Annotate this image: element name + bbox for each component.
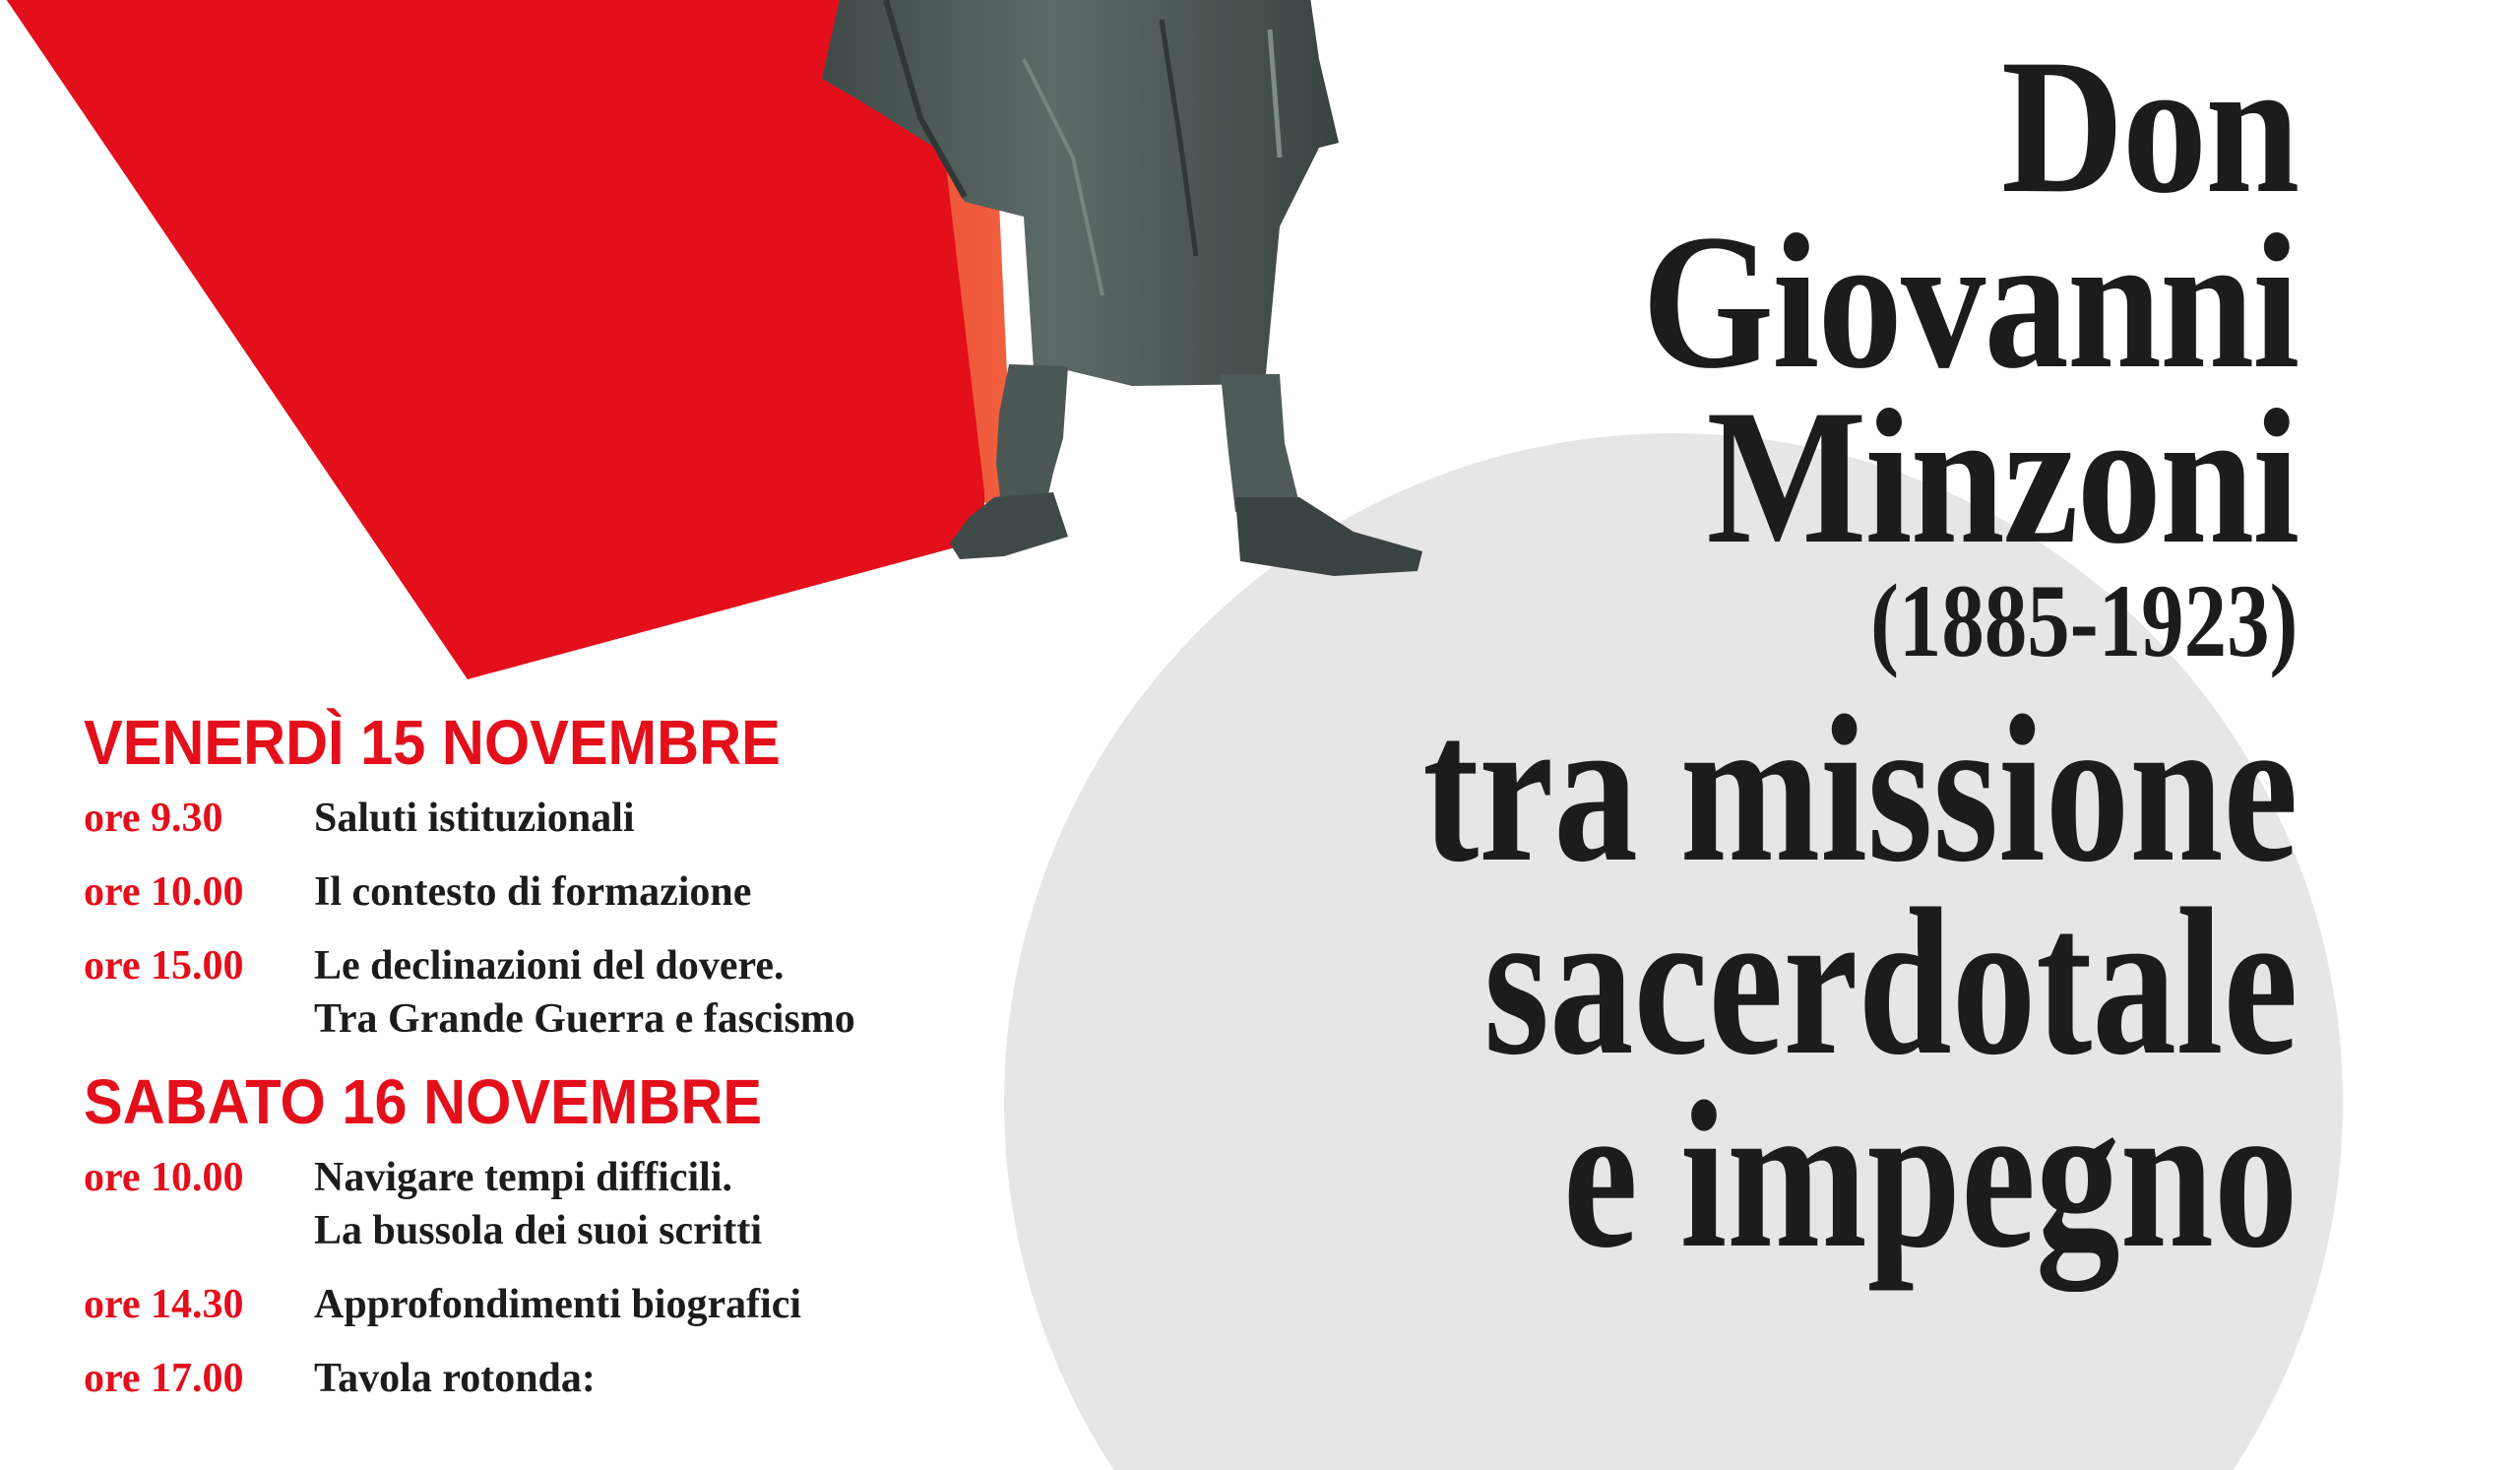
schedule-item (84, 939, 1068, 1046)
event-description (314, 865, 751, 919)
event-line: Navigare tempi difficili. (314, 1155, 732, 1200)
event-description (314, 792, 635, 845)
event-line: La bussola dei suoi scritti (314, 1208, 763, 1253)
schedule-item (84, 1278, 1068, 1331)
event-line: Le declinazioni del dovere. (314, 943, 785, 989)
title-block (1204, 20, 2298, 1292)
event-time: ore 10.00 (84, 1155, 244, 1200)
subtitle-line-1: tra missione (1421, 672, 2298, 906)
day-heading: VENERDÌ 15 NOVEMBRE (84, 707, 781, 778)
event-description (314, 1352, 596, 1405)
event-time: ore 15.00 (84, 943, 244, 989)
schedule-item (84, 1352, 1068, 1405)
event-time: ore 9.30 (84, 796, 223, 841)
subtitle-line-2: sacerdotale (1482, 865, 2298, 1099)
title-line-2: Giovanni (1641, 195, 2298, 409)
event-line: Approfondimenti biografici (314, 1282, 802, 1327)
day-block (84, 707, 1068, 1046)
event-line: Saluti istituzionali (314, 796, 635, 841)
event-line: Tra Grande Guerra e fascismo (314, 996, 855, 1042)
title-line-1: Don (2000, 20, 2298, 233)
event-time: ore 14.30 (84, 1282, 244, 1327)
event-description (314, 1151, 762, 1257)
day-heading: SABATO 16 NOVEMBRE (84, 1066, 763, 1137)
day-block (84, 1066, 1068, 1405)
event-time: ore 17.00 (84, 1356, 244, 1401)
schedule-item (84, 1151, 1068, 1257)
schedule-item (84, 865, 1068, 919)
event-description (314, 1278, 801, 1331)
program-schedule (84, 707, 1068, 1426)
subtitle-line-3: e impegno (1562, 1058, 2298, 1292)
event-line: Il contesto di formazione (314, 869, 752, 915)
title-line-3: Minzoni (1706, 370, 2298, 584)
event-line: Tavola rotonda: (314, 1356, 596, 1401)
event-time: ore 10.00 (84, 869, 244, 915)
event-description (314, 939, 855, 1046)
life-dates: (1885-1923) (1869, 563, 2298, 678)
schedule-item (84, 792, 1068, 845)
